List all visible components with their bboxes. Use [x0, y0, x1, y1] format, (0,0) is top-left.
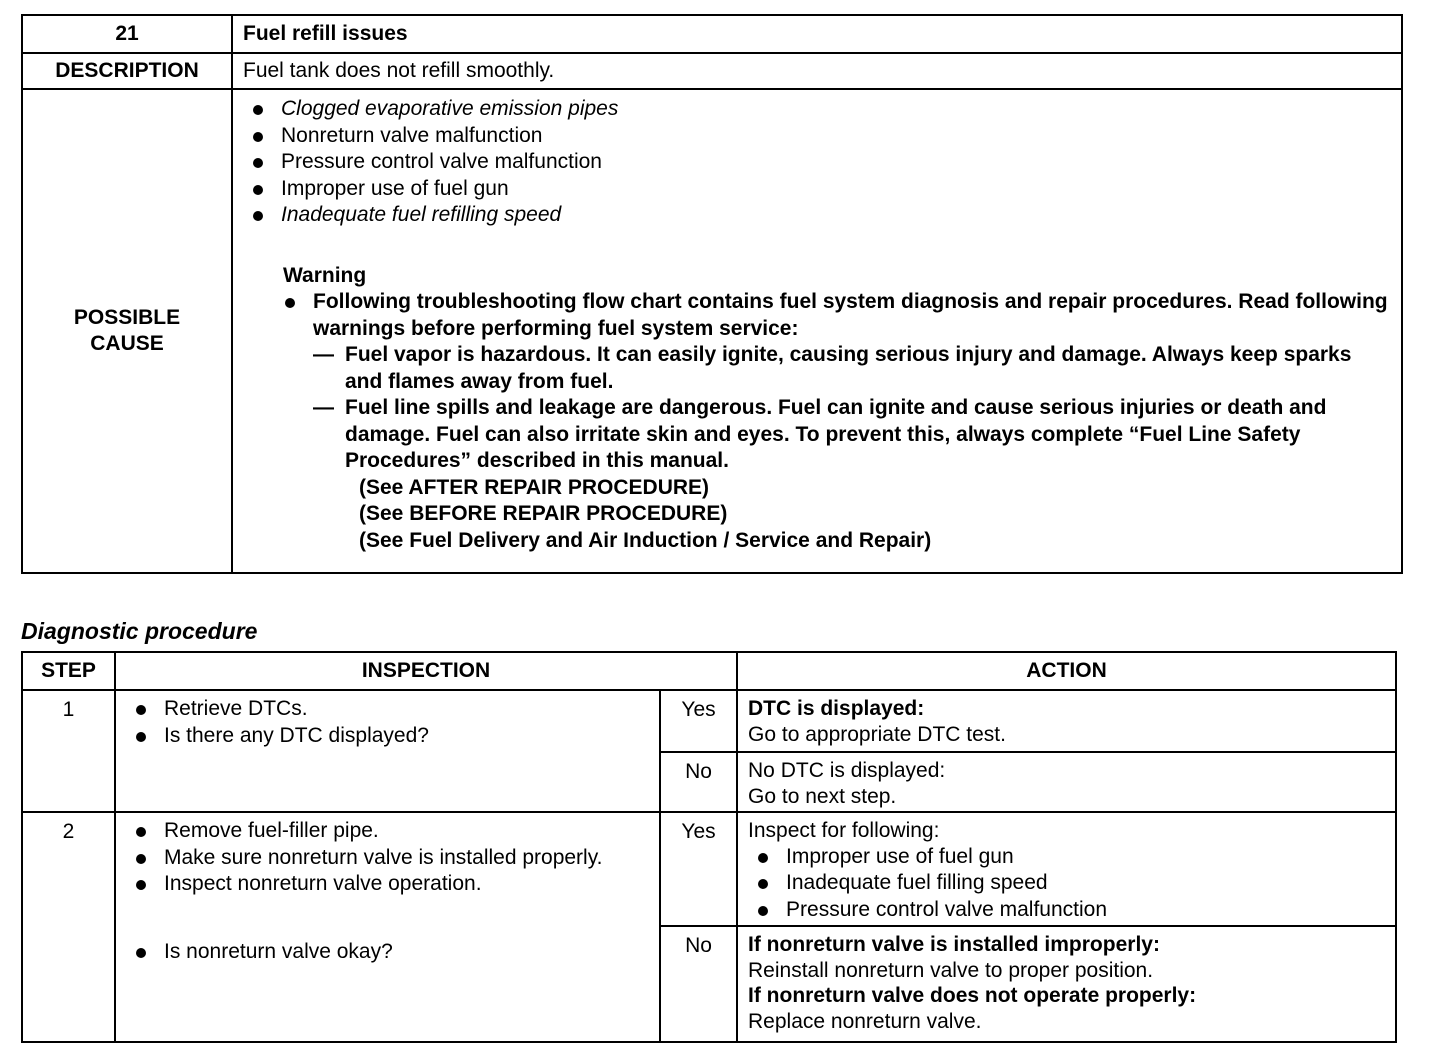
step-2-yes-row: [22, 812, 1396, 926]
action-text: Replace nonreturn valve.: [748, 1009, 982, 1033]
action-item: Pressure control valve malfunction: [756, 897, 1387, 924]
cause-item: Improper use of fuel gun: [251, 176, 1391, 203]
warning-dash-text: Fuel line spills and leakage are dangerous. Fuel can ignite and cause serious injuries or death and damage. Fuel can also irritate skin and eyes. To prevent this, always complete “Fuel Line Safety Procedures” described in this manual.: [345, 396, 1327, 472]
step-1-yes-label: Yes: [660, 690, 737, 752]
action-text: Go to next step.: [748, 784, 897, 808]
step-2-number: 2: [22, 812, 115, 1042]
step-1-yes-action: [737, 690, 1396, 752]
cause-list: [251, 96, 1391, 229]
dash-mark: —: [313, 343, 334, 366]
warning-item: [283, 289, 1391, 554]
step-1-inspection: [115, 690, 660, 812]
step-header: STEP: [22, 652, 115, 690]
action-bold: If nonreturn valve does not operate properly:: [748, 984, 1197, 1007]
step-1-no-label: No: [660, 752, 737, 812]
step-2-inspection-list: [134, 818, 649, 898]
possible-cause-label-line2: CAUSE: [90, 332, 164, 355]
step-1-number: 1: [22, 690, 115, 812]
symptom-title: Fuel refill issues: [232, 15, 1402, 53]
warning-intro: Following troubleshooting flow chart contains fuel system diagnosis and repair procedures. Read following warnings before performing fuel system service:: [313, 290, 1388, 340]
see-reference: (See BEFORE REPAIR PROCEDURE): [359, 502, 728, 525]
warning-block: [251, 263, 1391, 555]
inspection-item: Make sure nonreturn valve is installed properly.: [134, 845, 649, 872]
inspection-item: Is there any DTC displayed?: [134, 723, 649, 750]
possible-cause-label: [22, 89, 232, 573]
description-row: [22, 53, 1402, 89]
dash-mark: —: [313, 396, 334, 419]
action-item: Improper use of fuel gun: [756, 844, 1387, 871]
symptom-table: [21, 14, 1403, 574]
spacer: [134, 898, 649, 939]
symptom-header-row: [22, 15, 1402, 53]
inspection-item: Retrieve DTCs.: [134, 696, 649, 723]
diagnostic-table: [21, 651, 1397, 1043]
cause-item: Pressure control valve malfunction: [251, 149, 1391, 176]
step-2-yes-action: [737, 812, 1396, 926]
possible-cause-label-line1: POSSIBLE: [73, 306, 181, 329]
action-bold: If nonreturn valve is installed improperly:: [748, 933, 1160, 956]
diagnostic-header-row: [22, 652, 1396, 690]
inspection-question: Is nonreturn valve okay?: [134, 939, 649, 966]
cause-item: Clogged evaporative emission pipes: [251, 96, 1391, 123]
description-text: Fuel tank does not refill smoothly.: [232, 53, 1402, 89]
inspection-item: Inspect nonreturn valve operation.: [134, 871, 649, 898]
symptom-number: 21: [22, 15, 232, 53]
step-2-inspection: [115, 812, 660, 1042]
step-1-inspection-list: [134, 696, 649, 749]
possible-cause-content: [232, 89, 1402, 573]
step-2-no-label: No: [660, 926, 737, 1042]
warning-dash-item: [313, 395, 1391, 475]
warning-list: [283, 289, 1391, 554]
see-reference: (See Fuel Delivery and Air Induction / Service and Repair): [359, 528, 932, 552]
warning-dash-item: [313, 342, 1391, 395]
step-1-no-action: [737, 752, 1396, 812]
see-reference: (See AFTER REPAIR PROCEDURE): [359, 475, 710, 499]
warning-title: Warning: [283, 263, 367, 287]
inspection-header: INSPECTION: [115, 652, 737, 690]
action-header: ACTION: [737, 652, 1396, 690]
action-item: Inadequate fuel filling speed: [756, 870, 1387, 897]
step-2-no-action: [737, 926, 1396, 1042]
inspection-item: Remove fuel-filler pipe.: [134, 818, 649, 845]
cause-item: Nonreturn valve malfunction: [251, 123, 1391, 150]
section-heading: Diagnostic procedure: [21, 618, 258, 644]
action-text: Reinstall nonreturn valve to proper position.: [748, 958, 1154, 982]
action-bold: DTC is displayed:: [748, 697, 925, 720]
warning-dash-text: Fuel vapor is hazardous. It can easily ignite, causing serious injury and damage. Always keep sparks and flames away from fuel.: [345, 343, 1352, 393]
action-text: Inspect for following:: [748, 819, 940, 842]
action-text: No DTC is displayed:: [748, 759, 946, 782]
step-2-question-list: [134, 939, 649, 966]
description-label: DESCRIPTION: [22, 53, 232, 89]
action-text: Go to appropriate DTC test.: [748, 722, 1006, 746]
possible-cause-row: [22, 89, 1402, 573]
cause-item: Inadequate fuel refilling speed: [251, 202, 1391, 229]
step-1-yes-row: [22, 690, 1396, 752]
step-2-yes-label: Yes: [660, 812, 737, 926]
step-2-yes-list: [748, 844, 1387, 924]
